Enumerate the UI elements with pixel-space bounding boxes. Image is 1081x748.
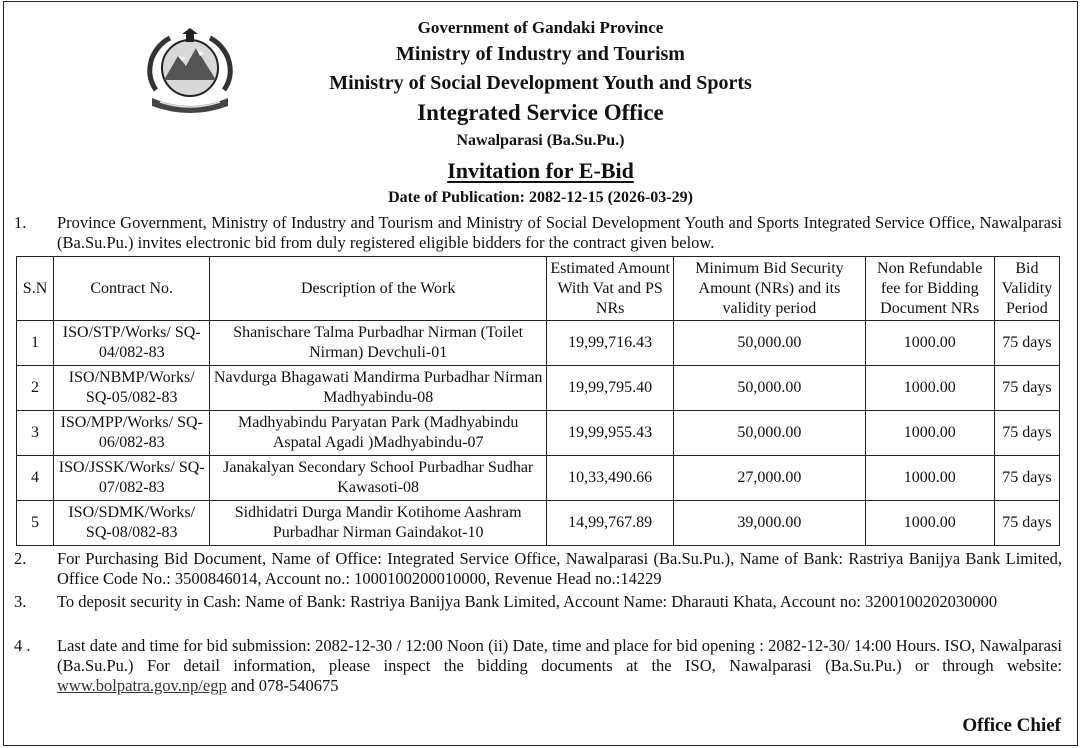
cell-description: Janakalyan Secondary School Purbadhar Sudhar Kawasoti-08	[210, 456, 547, 501]
cell-amount: 10,33,490.66	[547, 456, 674, 501]
bid-table	[16, 256, 1060, 546]
publication-date: Date of Publication: 2082-12-15 (2026-03-29)	[388, 189, 693, 206]
cell-description: Madhyabindu Paryatan Park (Madhyabindu Aspatal Agadi )Madhyabindu-07	[210, 411, 547, 456]
cell-fee: 1000.00	[865, 456, 994, 501]
paragraph-2	[14, 549, 1062, 589]
cell-contract: ISO/NBMP/Works/ SQ-05/082-83	[54, 366, 210, 411]
cell-sn: 4	[17, 456, 54, 501]
cell-security: 39,000.00	[674, 501, 865, 546]
cell-security: 50,000.00	[674, 411, 865, 456]
notice-page	[3, 1, 1078, 746]
cell-security: 50,000.00	[674, 366, 865, 411]
paragraph-text	[57, 636, 1062, 696]
cell-description: Shanischare Talma Purbadhar Nirman (Toilet Nirman) Devchuli-01	[210, 321, 547, 366]
table-row	[17, 501, 1060, 546]
cell-validity: 75 days	[994, 456, 1059, 501]
cell-amount: 19,99,955.43	[547, 411, 674, 456]
paragraph-text: Province Government, Ministry of Industry and Tourism and Ministry of Social Development Youth and Sports Integrated Service Office, Nawalparasi (Ba.Su.Pu.) invites electronic bid from duly registered eligible bidders for the contract given below.	[57, 213, 1062, 252]
cell-security: 50,000.00	[674, 321, 865, 366]
header-sn: S.N	[17, 257, 54, 321]
cell-fee: 1000.00	[865, 411, 994, 456]
header-ministry-industry: Ministry of Industry and Tourism	[396, 43, 685, 65]
cell-contract: ISO/SDMK/Works/ SQ-08/082-83	[54, 501, 210, 546]
cell-sn: 5	[17, 501, 54, 546]
header-description: Description of the Work	[210, 257, 547, 321]
cell-fee: 1000.00	[865, 321, 994, 366]
table-row	[17, 411, 1060, 456]
paragraph-text: To deposit security in Cash: Name of Bank: Rastriya Banijya Bank Limited, Account Name: Dharauti Khata, Account no: 3200100202030000	[57, 592, 998, 611]
cell-fee: 1000.00	[865, 501, 994, 546]
cell-sn: 3	[17, 411, 54, 456]
cell-amount: 19,99,795.40	[547, 366, 674, 411]
paragraph-number: 3.	[14, 592, 27, 611]
cell-validity: 75 days	[994, 411, 1059, 456]
paragraph-3	[14, 592, 1062, 612]
header-ministry-social: Ministry of Social Development Youth and Sports	[329, 72, 752, 94]
cell-security: 27,000.00	[674, 456, 865, 501]
paragraph-text: For Purchasing Bid Document, Name of Office: Integrated Service Office, Nawalparasi (Ba.Su.Pu.), Name of Bank: Rastriya Banijya Bank Limited, Office Code No.: 3500846014, Account no.: 1000100200010000, Revenue Head no.:14229	[57, 549, 1062, 588]
paragraph-text-tail: and 078-540675	[226, 676, 339, 695]
cell-validity: 75 days	[994, 321, 1059, 366]
header-fee: Non Refundable fee for Bidding Document NRs	[865, 257, 994, 321]
header-government: Government of Gandaki Province	[417, 18, 664, 37]
notice-title: Invitation for E-Bid	[447, 158, 634, 183]
cell-amount: 14,99,767.89	[547, 501, 674, 546]
paragraph-number: 1.	[14, 213, 27, 232]
cell-fee: 1000.00	[865, 366, 994, 411]
paragraph-number: 2.	[14, 549, 27, 568]
paragraph-1	[14, 213, 1062, 253]
cell-sn: 2	[17, 366, 54, 411]
cell-contract: ISO/MPP/Works/ SQ-06/082-83	[54, 411, 210, 456]
cell-validity: 75 days	[994, 501, 1059, 546]
cell-description: Sidhidatri Durga Mandir Kotihome Aashram Purbadhar Nirman Gaindakot-10	[210, 501, 547, 546]
paragraph-number: 4 .	[14, 636, 31, 655]
cell-validity: 75 days	[994, 366, 1059, 411]
header-security: Minimum Bid Security Amount (NRs) and its validity period	[674, 257, 865, 321]
header-contract: Contract No.	[54, 257, 210, 321]
cell-sn: 1	[17, 321, 54, 366]
cell-contract: ISO/JSSK/Works/ SQ-07/082-83	[54, 456, 210, 501]
table-row	[17, 456, 1060, 501]
table-row	[17, 321, 1060, 366]
header-validity: Bid Validity Period	[994, 257, 1059, 321]
signature-office-chief: Office Chief	[962, 715, 1061, 736]
table-row	[17, 366, 1060, 411]
paragraph-text-main: Last date and time for bid submission: 2082-12-30 / 12:00 Noon (ii) Date, time and place for bid opening : 2082-12-30/ 14:00 Hours. ISO, Nawalparasi (Ba.Su.Pu.) For detail information, please inspect the bidding documents at the ISO, Nawalparasi (Ba.Su.Pu.) or through website:	[57, 636, 1062, 675]
header-location: Nawalparasi (Ba.Su.Pu.)	[456, 132, 625, 149]
header-amount: Estimated Amount With Vat and PS NRs	[547, 257, 674, 321]
cell-description: Navdurga Bhagawati Mandirma Purbadhar Nirman Madhyabindu-08	[210, 366, 547, 411]
paragraph-4	[14, 636, 1062, 696]
table-header-row	[17, 257, 1060, 321]
header-office: Integrated Service Office	[417, 100, 664, 125]
cell-contract: ISO/STP/Works/ SQ-04/082-83	[54, 321, 210, 366]
bolpatra-website-link[interactable]: www.bolpatra.gov.np/egp	[57, 676, 227, 695]
cell-amount: 19,99,716.43	[547, 321, 674, 366]
